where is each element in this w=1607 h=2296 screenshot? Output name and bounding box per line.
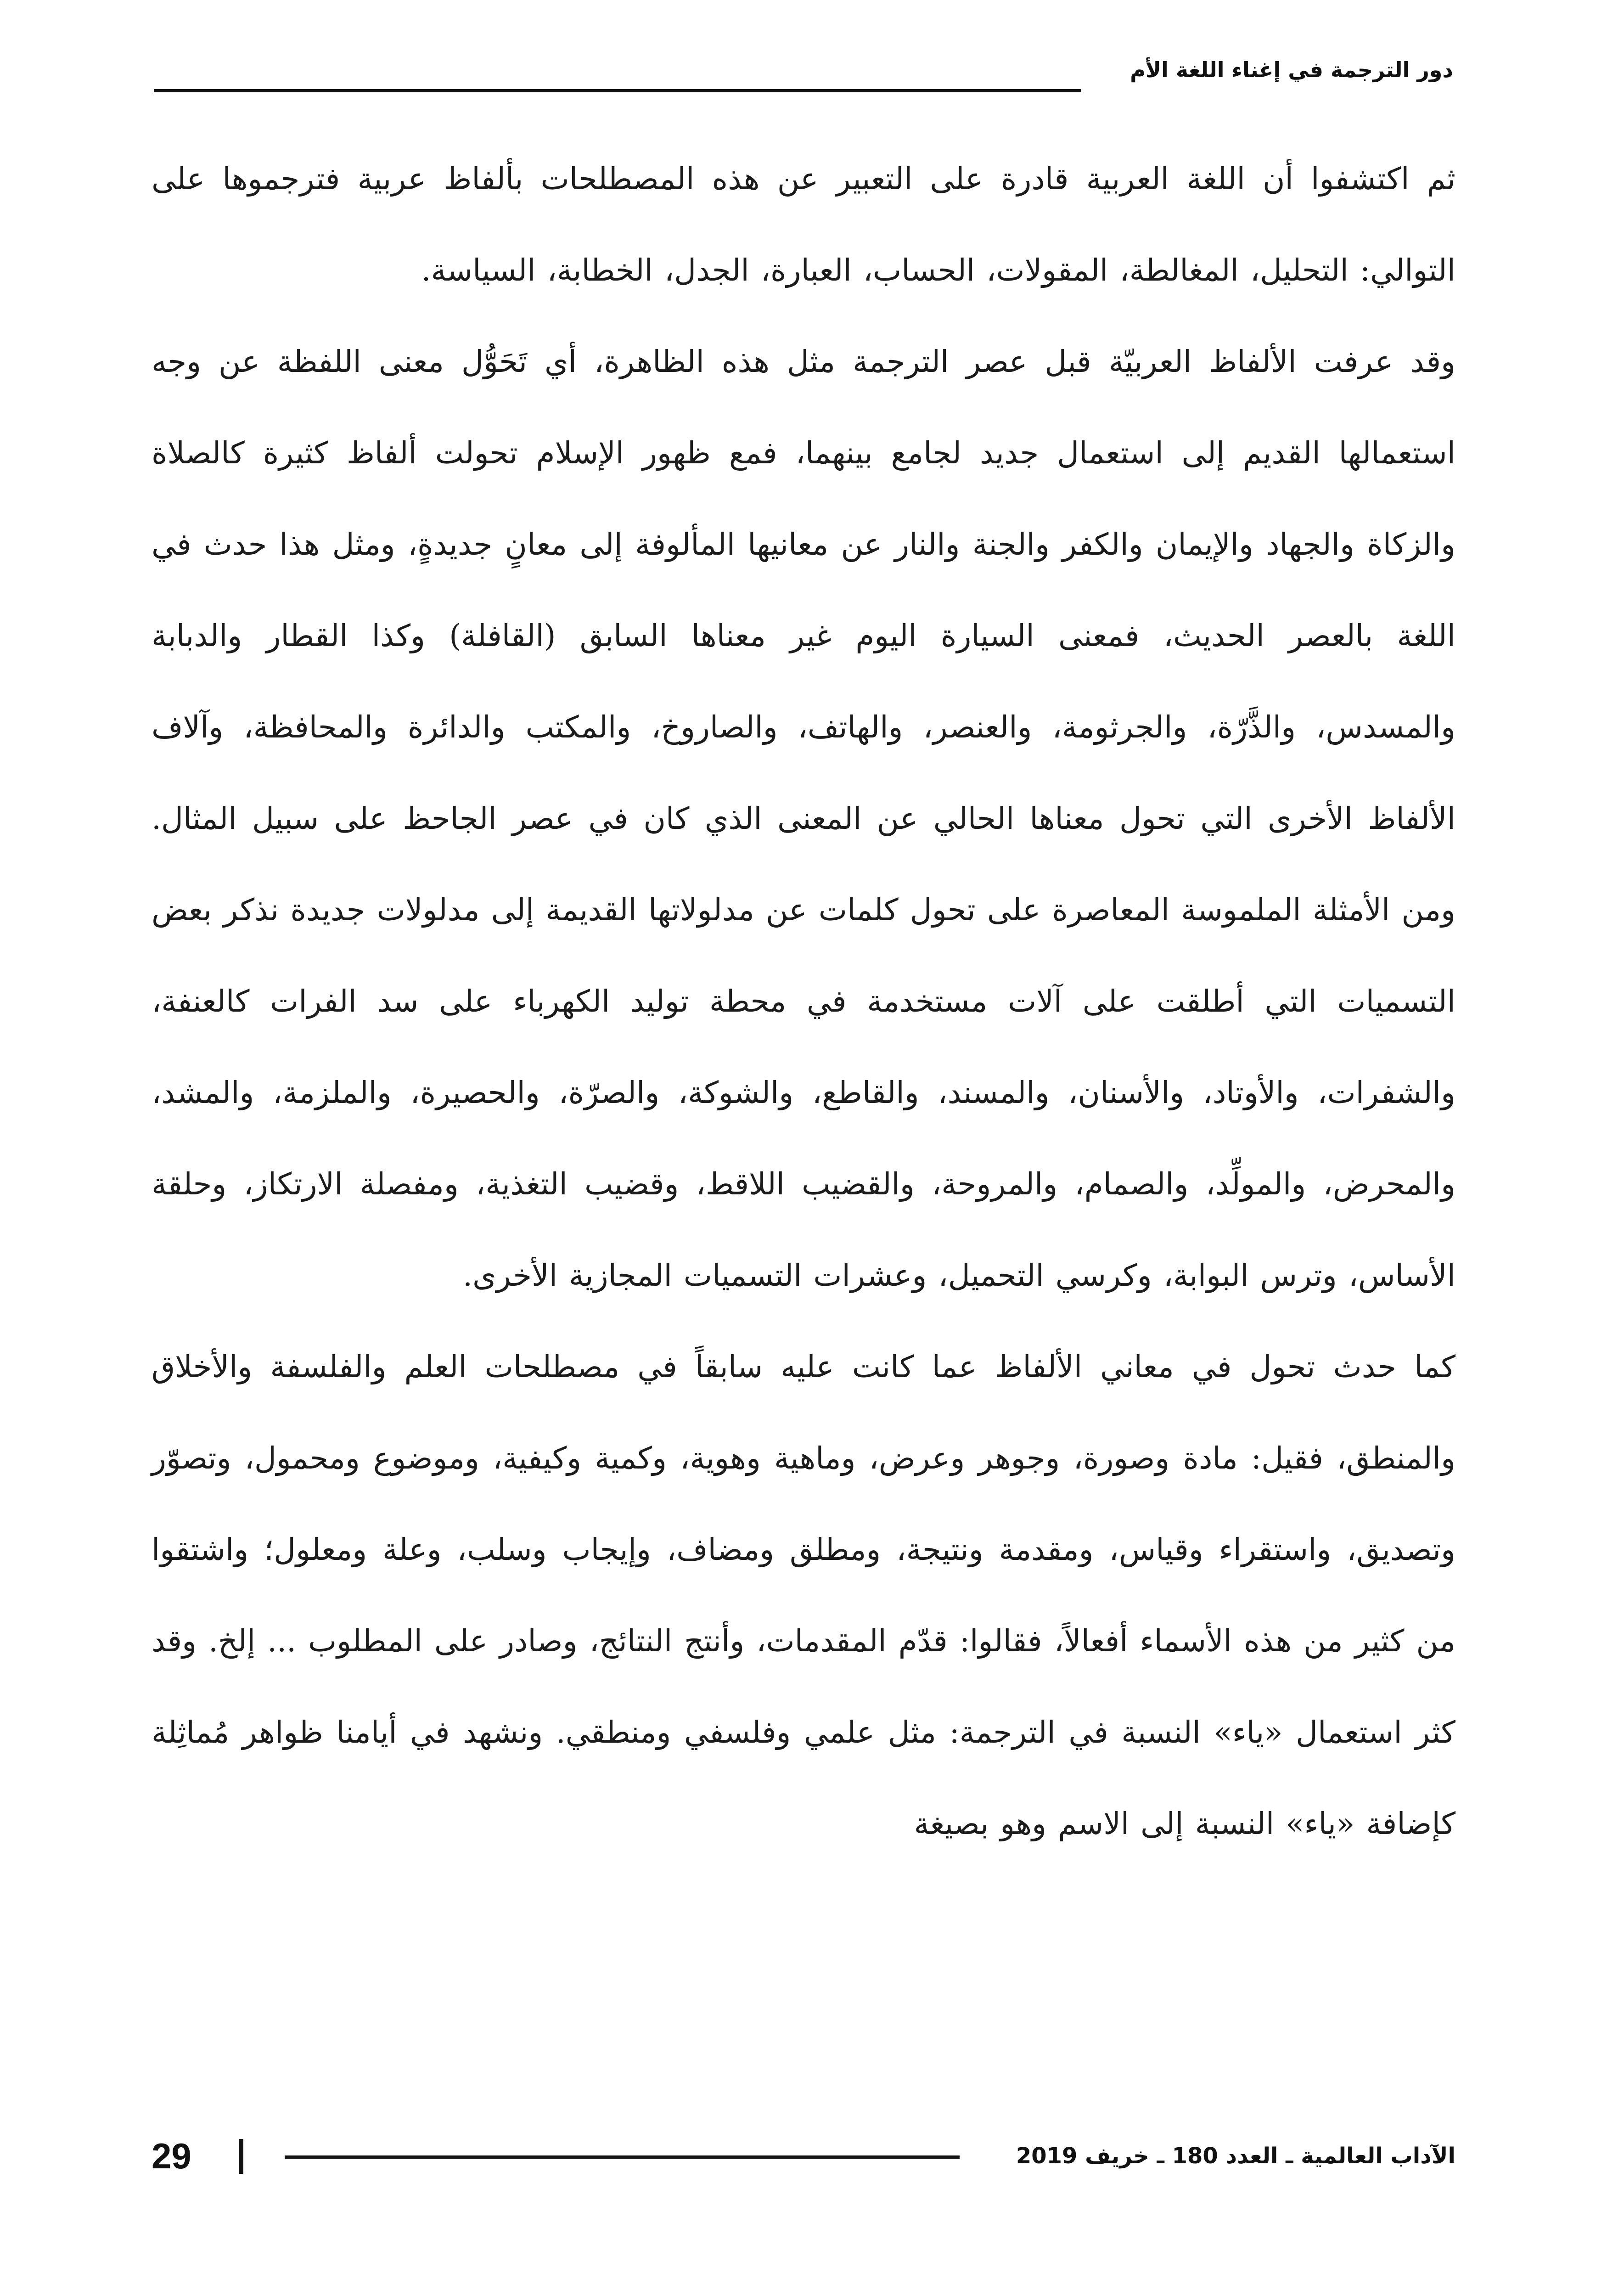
page-footer	[152, 2131, 1455, 2181]
footer-divider-bar	[239, 2139, 243, 2174]
footer-rule	[285, 2155, 960, 2159]
paragraph-1: ثم اكتشفوا أن اللغة العربية قادرة على التعبير عن هذه المصطلحات بألفاظ عربية فترجموها على التوالي: التحليل، المغالطة، المقولات، الحساب، العبارة، الجدل، الخطابة، السياسة.	[152, 161, 1455, 288]
journal-issue: الآداب العالمية ـ العدد 180 ـ خريف 2019	[1016, 2143, 1455, 2169]
article-body	[152, 133, 1455, 1869]
header-rule	[154, 89, 1081, 92]
page-number: 29	[152, 2136, 191, 2176]
paragraph-2: وقد عرفت الألفاظ العربيّة قبل عصر الترجمة مثل هذه الظاهرة، أي تَحَوُّل معنى اللفظة عن وجه استعمالها القديم إلى استعمال جديد لجامع بينهما، فمع ظهور الإسلام تحولت ألفاظ كثيرة كالصلاة والزكاة والجهاد والإيمان والكفر والجنة والنار عن معانيها المألوفة إلى معانٍ جديدةٍ، ومثل هذا حدث في اللغة بالعصر الحديث، فمعنى السيارة اليوم غير معناها السابق (القافلة) وكذا القطار والدبابة والمسدس، والذَّرّة، والجرثومة، والعنصر، والهاتف، والصاروخ، والمكتب والدائرة والمحافظة، وآلاف الألفاظ الأخرى التي تحول معناها الحالي عن المعنى الذي كان في عصر الجاحظ على سبيل المثال. ومن الأمثلة الملموسة المعاصرة على تحول كلمات عن مدلولاتها القديمة إلى مدلولات جديدة نذكر بعض التسميات التي أطلقت على آلات مستخدمة في محطة توليد الكهرباء على سد الفرات كالعنفة، والشفرات، والأوتاد، والأسنان، والمسند، والقاطع، والشوكة، والصرّة، والحصيرة، والملزمة، والمشد، والمحرض، والمولِّد، والصمام، والمروحة، والقضيب اللاقط، وقضيب التغذية، ومفصلة الارتكاز، وحلقة الأساس، وترس البوابة، وكرسي التحميل، وعشرات التسميات المجازية الأخرى.	[152, 344, 1455, 1293]
paragraph-3: كما حدث تحول في معاني الألفاظ عما كانت عليه سابقاً في مصطلحات العلم والفلسفة والأخلاق والمنطق، فقيل: مادة وصورة، وجوهر وعرض، وماهية وهوية، وكمية وكيفية، وموضوع ومحمول، وتصوّر وتصديق، واستقراء وقياس، ومقدمة ونتيجة، ومطلق ومضاف، وإيجاب وسلب، وعلة ومعلول؛ واشتقوا من كثير من هذه الأسماء أفعالاً، فقالوا: قدّم المقدمات، وأنتج النتائج، وصادر على المطلوب ... إلخ. وقد كثر استعمال «ياء» النسبة في الترجمة: مثل علمي وفلسفي ومنطقي. ونشهد في أيامنا ظواهر مُماثِلة كإضافة «ياء» النسبة إلى الاسم وهو بصيغة	[152, 1349, 1455, 1841]
running-header	[154, 51, 1453, 97]
running-title: دور الترجمة في إغناء اللغة الأم	[1130, 57, 1453, 82]
